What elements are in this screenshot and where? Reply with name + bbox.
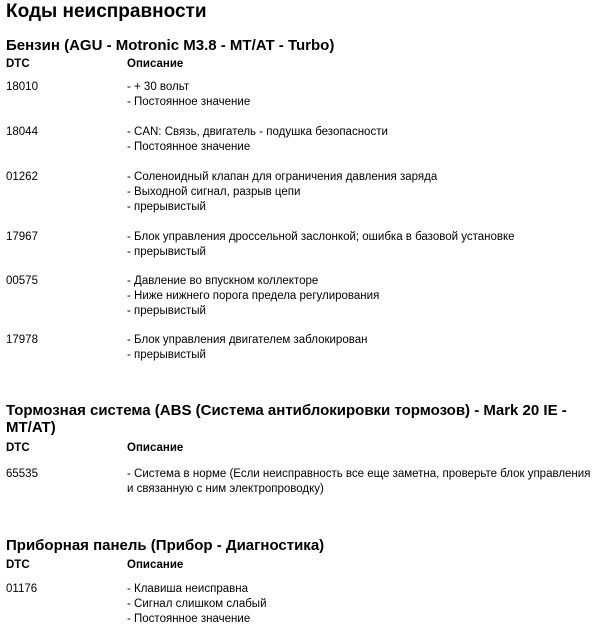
description-line: - Система в норме (Если неисправность все еще заметна, проверьте блок управления и связанную с ним электропроводку) xyxy=(127,468,591,495)
dtc-description xyxy=(127,274,597,319)
description-line: - + 30 вольт xyxy=(127,81,190,93)
description-line: - прерывистый xyxy=(127,201,206,213)
dtc-description xyxy=(127,80,597,110)
dtc-code: 01262 xyxy=(6,171,38,183)
description-line: - Постоянное значение xyxy=(127,141,251,153)
dtc-description xyxy=(127,333,597,363)
description-column-header: Описание xyxy=(127,442,184,454)
dtc-code: 00575 xyxy=(6,275,38,287)
dtc-column-header: DTC xyxy=(6,58,30,70)
description-line: - Сигнал слишком слабый xyxy=(127,598,267,610)
dtc-code: 18010 xyxy=(6,81,38,93)
dtc-description xyxy=(127,230,597,260)
description-line: - Ниже нижнего порога предела регулирования xyxy=(127,290,380,302)
dtc-code: 01176 xyxy=(6,583,38,595)
description-line: - прерывистый xyxy=(127,349,206,361)
section-title-petrol: Бензин (AGU - Motronic M3.8 - MT/AT - Turbo) xyxy=(6,37,335,54)
dtc-column-header: DTC xyxy=(6,442,30,454)
description-column-header: Описание xyxy=(127,58,184,70)
dtc-code: 17967 xyxy=(6,231,38,243)
dtc-code: 65535 xyxy=(6,468,38,480)
dtc-description xyxy=(127,582,597,627)
page-title: Коды неисправности xyxy=(6,1,207,22)
description-line: - прерывистый xyxy=(127,246,206,258)
dtc-description xyxy=(127,467,599,497)
description-line: - Клавиша неисправна xyxy=(127,583,248,595)
description-line: - Блок управления двигателем заблокирован xyxy=(127,334,368,346)
dtc-code: 17978 xyxy=(6,334,38,346)
description-line: - Соленоидный клапан для ограничения давления заряда xyxy=(127,171,438,183)
dtc-column-header: DTC xyxy=(6,559,30,571)
description-line: - Постоянное значение xyxy=(127,96,251,108)
section-title-instrument-panel: Приборная панель (Прибор - Диагностика) xyxy=(6,537,325,554)
section-title-abs: Тормозная система (ABS (Система антиблокировки тормозов) - Mark 20 IE - MT/AT) xyxy=(6,402,567,436)
dtc-code: 18044 xyxy=(6,126,38,138)
description-line: - Давление во впускном коллекторе xyxy=(127,275,319,287)
description-line: - прерывистый xyxy=(127,305,206,317)
description-line: - CAN: Связь, двигатель - подушка безопасности xyxy=(127,126,388,138)
description-column-header: Описание xyxy=(127,559,184,571)
dtc-description xyxy=(127,170,597,215)
description-line: - Выходной сигнал, разрыв цепи xyxy=(127,186,301,198)
dtc-description xyxy=(127,125,597,155)
description-line: - Постоянное значение xyxy=(127,613,251,625)
description-line: - Блок управления дроссельной заслонкой; ошибка в базовой установке xyxy=(127,231,515,243)
